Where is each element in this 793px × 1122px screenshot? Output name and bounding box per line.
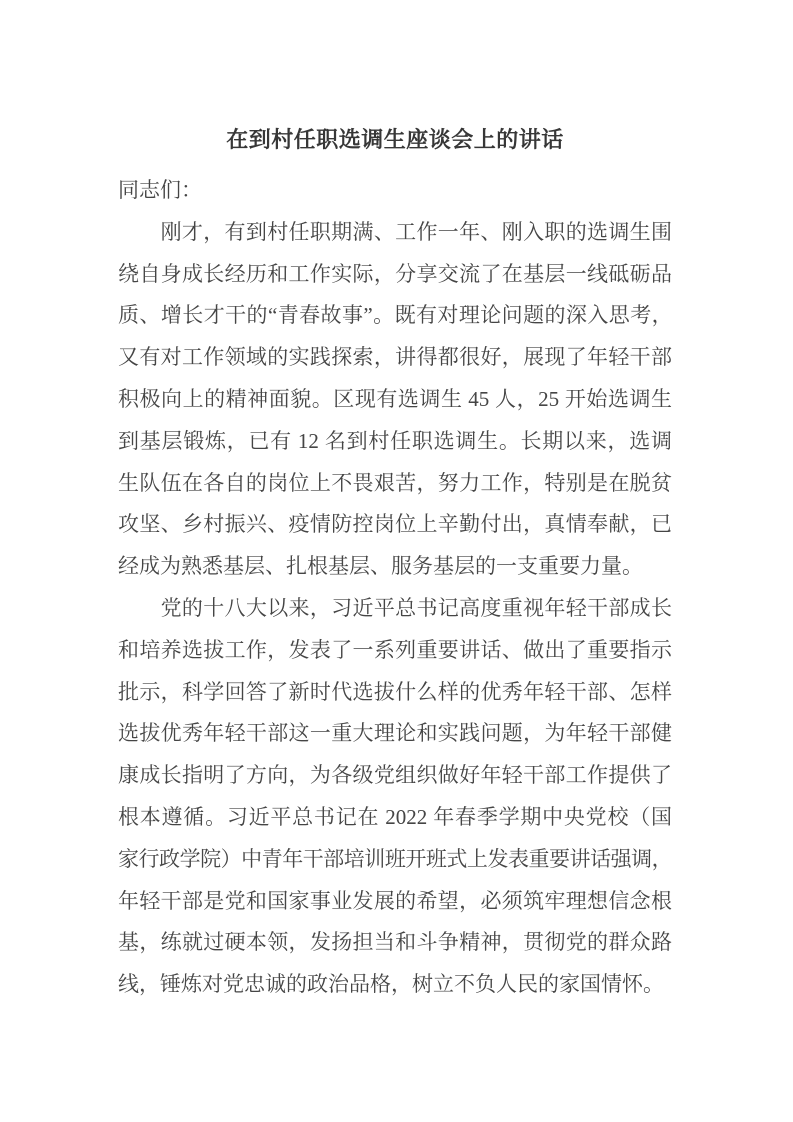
text-line: 年轻干部是党和国家事业发展的希望，必须筑牢理想信念根 <box>118 888 672 913</box>
text-line: 经成为熟悉基层、扎根基层、服务基层的一支重要力量。 <box>118 554 643 579</box>
document-title: 在到村任职选调生座谈会上的讲话 <box>226 127 564 152</box>
text-line: 刚才，有到村任职期满、工作一年、刚入职的选调生围 <box>160 219 672 244</box>
text-line: 攻坚、乡村振兴、疫情防控岗位上辛勤付出，真情奉献，已 <box>118 512 672 537</box>
document-body <box>118 170 672 1006</box>
text-line: 批示，科学回答了新时代选拔什么样的优秀年轻干部、怎样 <box>118 679 672 704</box>
text-line: 和培养选拔工作，发表了一系列重要讲话、做出了重要指示 <box>118 637 672 662</box>
text-line: 家行政学院）中青年干部培训班开班式上发表重要讲话强调， <box>118 846 672 871</box>
text-line: 线，锤炼对党忠诚的政治品格，树立不负人民的家国情怀。 <box>118 972 664 997</box>
text-line: 到基层锻炼，已有 12 名到村任职选调生。长期以来，选调 <box>118 428 672 453</box>
text-line: 根本遵循。习近平总书记在 2022 年春季学期中央党校（国 <box>118 804 672 829</box>
text-line: 积极向上的精神面貌。区现有选调生 45 人，25 开始选调生 <box>118 386 672 411</box>
text-line: 同志们： <box>118 178 202 202</box>
text-line: 绕自身成长经历和工作实际，分享交流了在基层一线砥砺品 <box>118 261 672 286</box>
text-line: 又有对工作领域的实践探索，讲得都很好，展现了年轻干部 <box>118 345 672 370</box>
text-line: 质、增长才干的“青春故事”。既有对理论问题的深入思考， <box>118 303 672 328</box>
text-line: 康成长指明了方向，为各级党组织做好年轻干部工作提供了 <box>118 763 672 788</box>
document-content <box>118 117 672 1006</box>
text-line: 党的十八大以来，习近平总书记高度重视年轻干部成长 <box>160 595 672 620</box>
text-line: 基，练就过硬本领，发扬担当和斗争精神，贯彻党的群众路 <box>118 930 672 955</box>
text-line: 选拔优秀年轻干部这一重大理论和实践问题，为年轻干部健 <box>118 721 672 746</box>
text-line: 生队伍在各自的岗位上不畏艰苦，努力工作，特别是在脱贫 <box>118 470 672 495</box>
